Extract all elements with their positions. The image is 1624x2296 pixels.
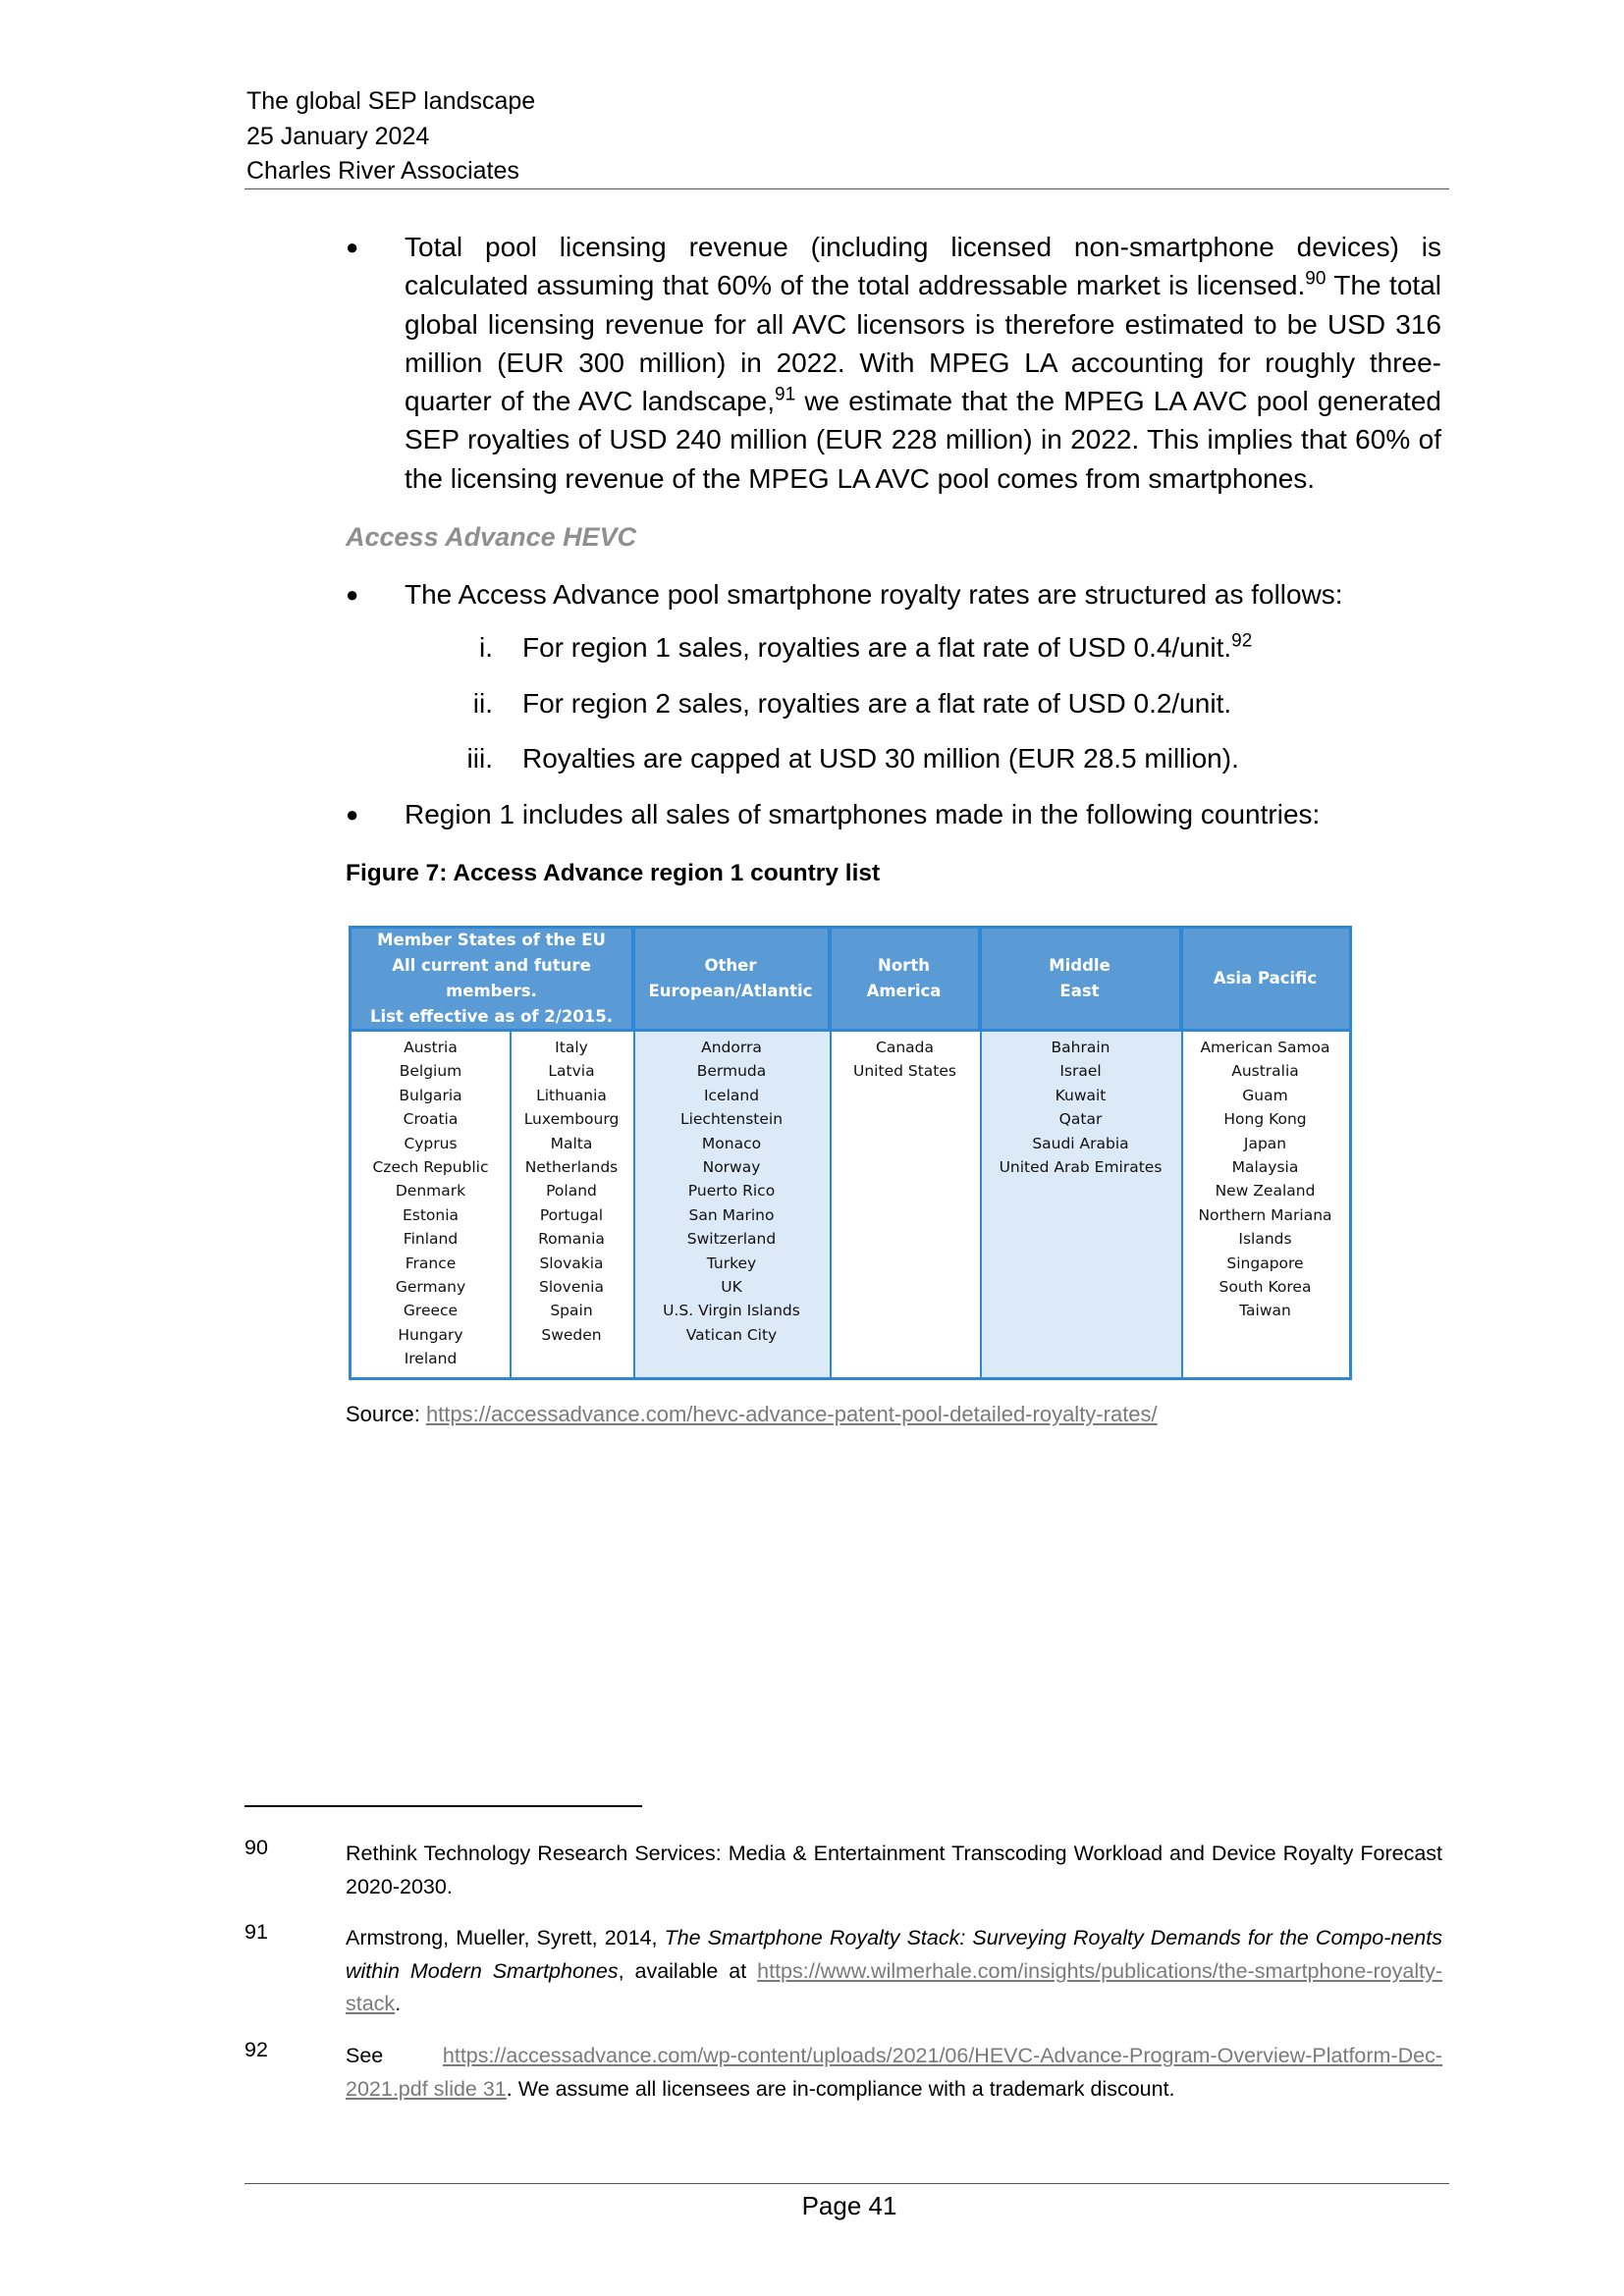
country-name: Kuwait bbox=[1055, 1086, 1107, 1104]
country-name: Guam bbox=[1242, 1086, 1288, 1104]
footnote-text bbox=[346, 2040, 1442, 2106]
bullet-text-part: The total global licensing revenue for all AVC licensors is therefore estimated to be USD 316 million (EUR 300 million) in 2022. With MPEG LA accounting for roughly three-quarter of the AVC landscape, bbox=[405, 270, 1441, 417]
header-other-line: European/Atlantic bbox=[648, 982, 813, 1000]
footnote-ref-91[interactable]: 91 bbox=[775, 384, 796, 405]
source-link[interactable]: https://accessadvance.com/hevc-advance-patent-pool-detailed-royalty-rates/ bbox=[425, 1402, 1158, 1426]
sublist-text: Royalties are capped at USD 30 million (EUR 28.5 million). bbox=[522, 743, 1239, 774]
country-name: Portugal bbox=[539, 1205, 604, 1224]
header-eu-line: All current and future members. bbox=[392, 956, 591, 1000]
footnote-text-part: . We assume all licensees are in-compliance with a trademark discount. bbox=[506, 2076, 1175, 2101]
country-name: Norway bbox=[702, 1158, 761, 1177]
country-list bbox=[830, 1036, 980, 1084]
page-number: Page 41 bbox=[801, 2191, 897, 2220]
country-name: Finland bbox=[403, 1230, 459, 1249]
country-name: Lithuania bbox=[536, 1086, 607, 1104]
country-name: Bermuda bbox=[696, 1062, 767, 1081]
country-name: UK bbox=[721, 1278, 742, 1297]
column-asia-pacific bbox=[1181, 1032, 1349, 1377]
sublist-text: For region 2 sales, royalties are a flat rate of USD 0.2/unit. bbox=[522, 688, 1232, 719]
header-date: 25 January 2024 bbox=[246, 122, 430, 150]
country-name: Estonia bbox=[402, 1205, 460, 1224]
country-name: Taiwan bbox=[1239, 1302, 1291, 1320]
page-header bbox=[246, 84, 535, 189]
bullet-item-royalty-structure bbox=[346, 575, 1441, 614]
country-name: San Marino bbox=[688, 1205, 775, 1224]
country-name: Greece bbox=[403, 1302, 459, 1320]
country-name: Italy bbox=[555, 1039, 588, 1056]
country-name: Turkey bbox=[706, 1254, 757, 1272]
header-divider bbox=[244, 188, 1449, 189]
country-name: American Samoa bbox=[1200, 1039, 1330, 1056]
header-title: The global SEP landscape bbox=[246, 87, 536, 115]
column-north-america bbox=[830, 1032, 980, 1377]
country-name: Austria bbox=[404, 1039, 458, 1056]
figure-caption: Figure 7: Access Advance region 1 country list bbox=[346, 860, 881, 886]
country-name: Cyprus bbox=[404, 1134, 458, 1152]
header-eu bbox=[352, 929, 633, 1029]
footnote-91 bbox=[244, 1922, 1442, 2021]
country-name: Poland bbox=[546, 1182, 597, 1201]
country-name: Qatar bbox=[1058, 1110, 1103, 1129]
sublist-text-part: For region 1 sales, royalties are a flat rate of USD 0.4/unit. bbox=[522, 632, 1232, 663]
header-asia-pacific bbox=[1181, 929, 1349, 1029]
country-name: Iceland bbox=[703, 1086, 760, 1104]
country-name: Germany bbox=[395, 1278, 466, 1297]
column-divider bbox=[980, 929, 982, 1377]
sublist-text bbox=[522, 632, 1252, 664]
footnote-text-part: See bbox=[346, 2044, 443, 2067]
footer-divider bbox=[244, 2183, 1449, 2184]
sublist-number: i. bbox=[479, 632, 493, 663]
country-name: Japan bbox=[1243, 1134, 1287, 1152]
country-name: Australia bbox=[1231, 1062, 1299, 1081]
country-name: Hungary bbox=[398, 1325, 463, 1344]
country-name: Romania bbox=[538, 1230, 605, 1249]
country-name: Vatican City bbox=[685, 1325, 778, 1344]
bullet-icon: ● bbox=[346, 235, 359, 259]
country-name: Malta bbox=[550, 1134, 593, 1152]
bullet-item-pool-revenue bbox=[346, 228, 1441, 498]
country-list bbox=[1181, 1036, 1349, 1323]
country-name: Monaco bbox=[701, 1134, 762, 1152]
bullet-text-part: we estimate that the MPEG LA AVC pool generated SEP royalties of USD 240 million (EUR 228 million) in 2022. This implies that 60% of the licensing revenue of the MPEG LA AVC pool comes from smartphones. bbox=[405, 386, 1441, 494]
column-eu-1 bbox=[352, 1032, 510, 1377]
country-name: Malaysia bbox=[1231, 1158, 1299, 1177]
country-name: Puerto Rico bbox=[687, 1182, 776, 1201]
country-name: Slovakia bbox=[539, 1254, 604, 1272]
source-label: Source: bbox=[346, 1402, 426, 1426]
column-middle-east bbox=[980, 1032, 1181, 1377]
bullet-icon: ● bbox=[346, 802, 359, 827]
country-name: United States bbox=[853, 1062, 956, 1081]
country-name: Singapore bbox=[1226, 1254, 1304, 1272]
country-name: Slovenia bbox=[539, 1278, 604, 1297]
country-name: Bahrain bbox=[1051, 1039, 1110, 1056]
footnote-text-part: . bbox=[395, 1992, 402, 2015]
bullet-text: Region 1 includes all sales of smartphones made in the following countries: bbox=[405, 799, 1321, 829]
country-name: Luxembourg bbox=[523, 1110, 620, 1129]
column-divider bbox=[510, 1032, 512, 1377]
country-name: Islands bbox=[1238, 1230, 1292, 1249]
footnote-92 bbox=[244, 2040, 1442, 2106]
header-me-line: Middle bbox=[1049, 956, 1110, 975]
country-name: U.S. Virgin Islands bbox=[663, 1302, 800, 1320]
footnote-text: Rethink Technology Research Services: Media & Entertainment Transcoding Workload and Device Royalty Forecast 2020-2030. bbox=[346, 1842, 1442, 1898]
country-name: United Arab Emirates bbox=[999, 1158, 1163, 1177]
country-list bbox=[352, 1036, 510, 1371]
country-name: Latvia bbox=[548, 1062, 595, 1081]
column-divider bbox=[1181, 929, 1183, 1377]
bullet-icon: ● bbox=[346, 582, 359, 607]
country-name: Ireland bbox=[404, 1350, 458, 1368]
country-list-table bbox=[349, 926, 1352, 1380]
bullet-text: The Access Advance pool smartphone royalty rates are structured as follows: bbox=[405, 579, 1343, 610]
country-name: Hong Kong bbox=[1223, 1110, 1307, 1129]
header-other-line: Other bbox=[704, 956, 757, 975]
footnote-text-part: , available at bbox=[618, 1958, 758, 1983]
country-name: New Zealand bbox=[1215, 1182, 1316, 1201]
footnote-text-part: Armstrong, Mueller, Syrett, 2014, bbox=[346, 1926, 665, 1949]
figure-source bbox=[346, 1402, 1158, 1427]
header-north-america bbox=[830, 929, 980, 1029]
footnote-ref-92[interactable]: 92 bbox=[1231, 630, 1253, 652]
country-list bbox=[510, 1036, 633, 1347]
country-list bbox=[980, 1036, 1181, 1179]
bullet-text-part: Total pool licensing revenue (including licensed non-smartphone devices) is calculated assuming that 60% of the total addressable market is licensed. bbox=[405, 232, 1441, 301]
country-name: Switzerland bbox=[686, 1230, 777, 1249]
footnote-number: 92 bbox=[244, 2038, 268, 2061]
header-na-line: America bbox=[866, 982, 942, 1000]
footnote-ref-90[interactable]: 90 bbox=[1305, 268, 1326, 290]
country-name: Saudi Arabia bbox=[1032, 1134, 1129, 1152]
country-name: Andorra bbox=[701, 1039, 762, 1056]
footnote-number: 90 bbox=[244, 1836, 268, 1859]
country-name: Sweden bbox=[541, 1325, 602, 1344]
section-heading: Access Advance HEVC bbox=[346, 522, 637, 552]
sublist-number: ii. bbox=[472, 688, 493, 719]
country-name: Netherlands bbox=[524, 1158, 619, 1177]
country-name: Northern Mariana bbox=[1198, 1205, 1332, 1224]
column-other-european bbox=[633, 1032, 830, 1377]
footnote-90 bbox=[244, 1838, 1442, 1903]
country-name: Bulgaria bbox=[399, 1086, 462, 1104]
country-name: Croatia bbox=[403, 1110, 459, 1129]
country-name: Canada bbox=[876, 1039, 934, 1056]
country-name: Liechtenstein bbox=[679, 1110, 784, 1129]
country-list bbox=[633, 1036, 830, 1347]
header-eu-line: Member States of the EU bbox=[377, 931, 606, 949]
column-eu-2 bbox=[510, 1032, 633, 1377]
country-name: Israel bbox=[1059, 1062, 1102, 1081]
country-name: South Korea bbox=[1218, 1278, 1312, 1297]
footnote-cited-title: The Smartphone Royalty Stack: Surveying Royalty Demands for the Compo-nents within Modern Smartphones bbox=[346, 1926, 1442, 1983]
footnote-number: 91 bbox=[244, 1920, 268, 1944]
header-ap-label: Asia Pacific bbox=[1213, 969, 1318, 988]
header-other-european bbox=[633, 929, 830, 1029]
country-name: Spain bbox=[550, 1302, 593, 1320]
country-name: Czech Republic bbox=[372, 1158, 489, 1177]
bullet-text bbox=[405, 228, 1441, 498]
country-name: Belgium bbox=[399, 1062, 462, 1081]
footnote-link[interactable]: https://accessadvance.com/wp-content/uploads/2021/06/HEVC-Advance-Program-Overview-Platform-Dec-2021.pdf slide 31 bbox=[346, 2044, 1442, 2101]
footnote-link[interactable]: https://www.wilmerhale.com/insights/publications/the-smartphone-royalty-stack bbox=[346, 1958, 1442, 2015]
header-me-line: East bbox=[1059, 982, 1100, 1000]
column-divider bbox=[633, 929, 635, 1377]
country-name: France bbox=[405, 1254, 457, 1272]
country-name: Denmark bbox=[395, 1182, 466, 1201]
footnote-divider bbox=[244, 1805, 642, 1807]
header-eu-line: List effective as of 2/2015. bbox=[369, 1007, 614, 1026]
footnote-text bbox=[346, 1922, 1442, 2021]
header-middle-east bbox=[980, 929, 1181, 1029]
header-organization: Charles River Associates bbox=[246, 157, 519, 185]
column-divider bbox=[830, 929, 832, 1377]
sublist-number: iii. bbox=[466, 743, 493, 774]
header-na-line: North bbox=[878, 956, 930, 975]
bullet-item-region1 bbox=[346, 795, 1441, 833]
